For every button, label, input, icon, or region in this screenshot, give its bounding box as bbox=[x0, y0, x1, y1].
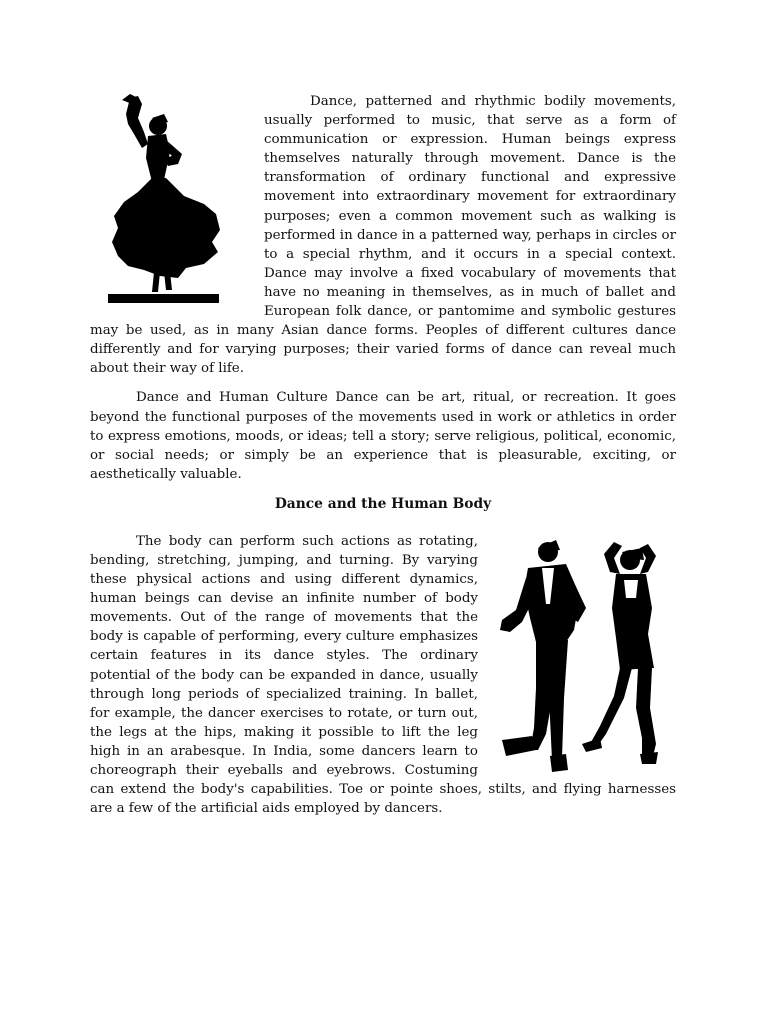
heading-spacer bbox=[90, 484, 676, 494]
intro-paragraph: Dance, patterned and rhythmic bodily movements, usually performed to music, that serve as a form of communication or expression. Human beings express themselves naturally through movement. Dance is the transformation of ordinary functional and expressive movement into extraordinary movement for extraordinary purposes; even a common movement such as walking is performed in dance in a patterned way, perhaps in circles or to a special rhythm, and it occurs in a special context. Dance may involve a fixed vocabulary of movements that have no meaning in themselves, as in much of ballet and European folk dance, or pantomime and symbolic gestures may be used, as in many Asian dance forms. Peoples of different cultures dance differently and for varying purposes; their varied forms of dance can reveal much about their way of life. bbox=[90, 94, 676, 377]
document-page bbox=[90, 92, 676, 818]
section-heading: Dance and the Human Body bbox=[274, 495, 492, 512]
flamenco-dancer-illustration bbox=[108, 92, 240, 308]
body-paragraph: The body can perform such actions as rotating, bending, stretching, jumping, and turning. By varying these physical actions and using different dynamics, human beings can devise an infinite number of body movements. Out of the range of movements that the body is capable of performing, every culture emphasizes certain features in its dance styles. The ordinary potential of the body can be expanded in dance, usually through long periods of specialized training. In ballet, for example, the dancer exercises to rotate, or turn out, the legs at the hips, making it possible to lift the leg high in an arabesque. In India, some dancers learn to choreograph their eyeballs and eyebrows. Costuming can extend the body's capabilities. Toe or pointe shoes, stilts, and flying harnesses are a few of the artificial aids employed by dancers. bbox=[90, 533, 676, 817]
dancing-couple-icon bbox=[496, 538, 676, 778]
paragraph-spacer bbox=[90, 378, 676, 388]
culture-paragraph: Dance and Human Culture Dance can be art, ritual, or recreation. It goes beyond the functional purposes of the movements used in work or athletics in order to express emotions, moods, or ideas; tell a story; serve religious, political, economic, or social needs; or simply be an experience that is pleasurable, exciting, or aesthetically valuable. bbox=[90, 390, 676, 482]
flamenco-dancer-icon bbox=[108, 92, 240, 308]
dancing-couple-illustration bbox=[496, 538, 676, 778]
section-gap bbox=[90, 514, 676, 532]
